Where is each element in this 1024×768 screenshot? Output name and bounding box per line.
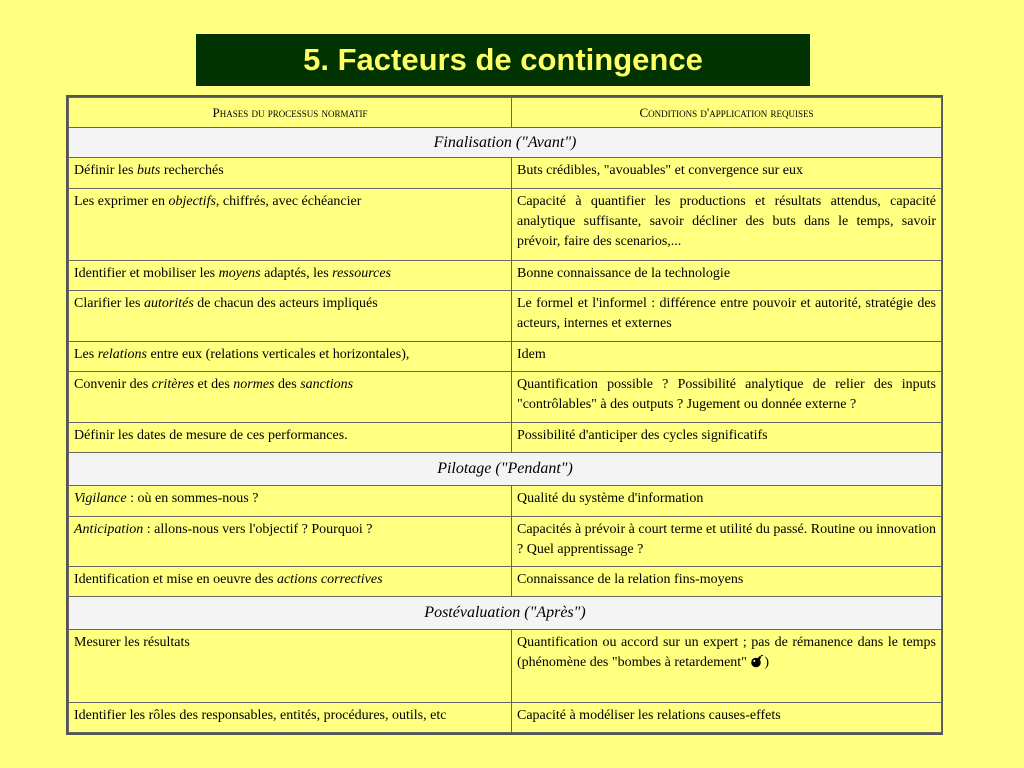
bomb-icon — [750, 654, 764, 675]
row-condition: Buts crédibles, "avouables" et convergence sur eux — [512, 158, 942, 188]
row-phase: Les exprimer en objectifs, chiffrés, avec échéancier — [69, 188, 512, 260]
table-row — [69, 261, 942, 291]
row-condition: Quantification possible ? Possibilité analytique de relier des inputs "contrôlables" à des outputs ? Jugement ou donnée externe ? — [512, 371, 942, 422]
section-finalisation: Finalisation ("Avant") — [69, 128, 942, 158]
table-row — [69, 291, 942, 341]
row-phase: Les relations entre eux (relations verticales et horizontales), — [69, 341, 512, 371]
section-postevaluation: Postévaluation ("Après") — [69, 597, 942, 630]
table-row — [69, 516, 942, 566]
row-phase: Vigilance : où en sommes-nous ? — [69, 486, 512, 516]
row-condition: Connaissance de la relation fins-moyens — [512, 566, 942, 596]
table-row — [69, 158, 942, 188]
row-phase: Définir les dates de mesure de ces performances. — [69, 423, 512, 453]
section-row — [69, 128, 942, 158]
section-row — [69, 453, 942, 486]
table-row — [69, 486, 942, 516]
header-phases: Phases du processus normatif — [69, 98, 512, 128]
table-row — [69, 188, 942, 260]
contingency-table — [66, 95, 943, 735]
header-conditions: Conditions d'application requises — [512, 98, 942, 128]
table-row — [69, 341, 942, 371]
table-row — [69, 630, 942, 702]
table-row — [69, 702, 942, 732]
row-phase: Anticipation : allons-nous vers l'objectif ? Pourquoi ? — [69, 516, 512, 566]
row-phase: Mesurer les résultats — [69, 630, 512, 702]
row-phase: Convenir des critères et des normes des sanctions — [69, 371, 512, 422]
section-pilotage: Pilotage ("Pendant") — [69, 453, 942, 486]
row-condition: Quantification ou accord sur un expert ; pas de rémanence dans le temps (phénomène des "bombes à retardement" ) — [512, 630, 942, 702]
row-phase: Identifier les rôles des responsables, entités, procédures, outils, etc — [69, 702, 512, 732]
row-condition: Bonne connaissance de la technologie — [512, 261, 942, 291]
row-phase: Identifier et mobiliser les moyens adaptés, les ressources — [69, 261, 512, 291]
row-condition: Capacité à modéliser les relations causes-effets — [512, 702, 942, 732]
table-row — [69, 566, 942, 596]
row-condition: Idem — [512, 341, 942, 371]
row-phase: Clarifier les autorités de chacun des acteurs impliqués — [69, 291, 512, 341]
row-condition: Le formel et l'informel : différence entre pouvoir et autorité, stratégie des acteurs, internes et externes — [512, 291, 942, 341]
table-header-row — [69, 98, 942, 128]
table-row — [69, 423, 942, 453]
row-condition: Qualité du système d'information — [512, 486, 942, 516]
row-condition: Capacités à prévoir à court terme et utilité du passé. Routine ou innovation ? Quel apprentissage ? — [512, 516, 942, 566]
row-phase: Définir les buts recherchés — [69, 158, 512, 188]
row-phase: Identification et mise en oeuvre des actions correctives — [69, 566, 512, 596]
section-row — [69, 597, 942, 630]
row-condition: Possibilité d'anticiper des cycles significatifs — [512, 423, 942, 453]
table-row — [69, 371, 942, 422]
slide-title: 5. Facteurs de contingence — [196, 34, 810, 86]
row-condition: Capacité à quantifier les productions et résultats attendus, capacité analytique suffisante, savoir décliner des buts dans le temps, savoir prévoir, faire des scenarios,... — [512, 188, 942, 260]
